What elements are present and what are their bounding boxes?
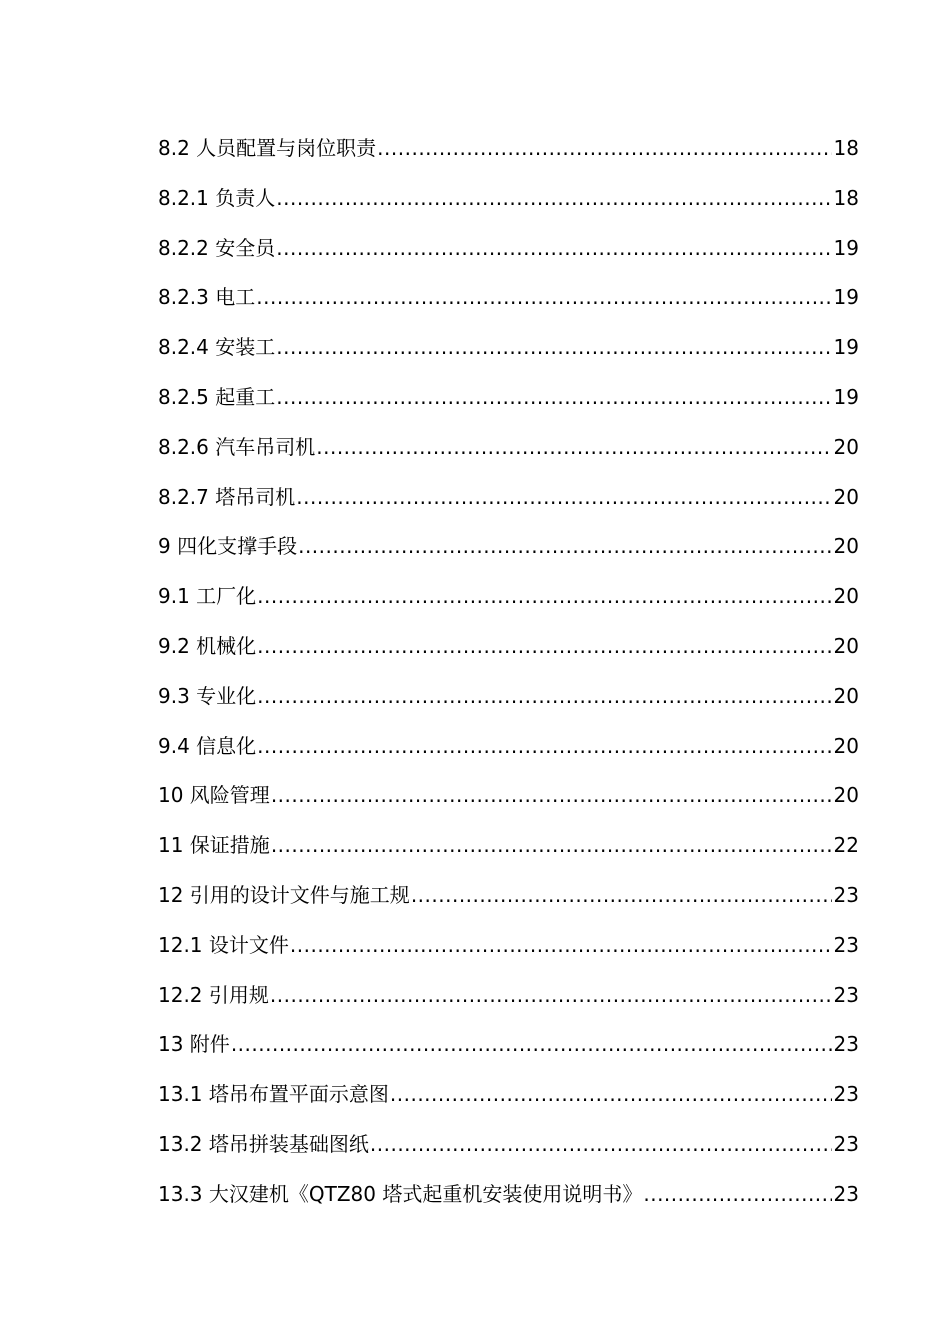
toc-dot-leader: [231, 1020, 832, 1070]
toc-dot-leader: [276, 224, 831, 274]
toc-entry[interactable]: [158, 821, 859, 871]
toc-entry-page: 19: [833, 335, 859, 360]
toc-entry[interactable]: [158, 1020, 859, 1070]
toc-entry[interactable]: [158, 722, 859, 772]
toc-entry[interactable]: [158, 622, 859, 672]
toc-entry-title: 9 四化支撑手段: [158, 534, 298, 559]
toc-entry-title: 8.2.5 起重工: [158, 384, 276, 409]
toc-entry-title: 12 引用的设计文件与施工规: [158, 882, 410, 907]
toc-entry-page: 20: [833, 534, 859, 559]
toc-entry[interactable]: [158, 522, 859, 572]
toc-entry-title: 8.2.6 汽车吊司机: [158, 434, 316, 459]
toc-dot-leader: [270, 971, 832, 1021]
toc-dot-leader: [257, 722, 831, 772]
toc-entry-title: 8.2.3 电工: [158, 285, 256, 310]
toc-entry-page: 19: [833, 235, 859, 260]
toc-dot-leader: [290, 921, 832, 971]
toc-entry-page: 19: [833, 384, 859, 409]
toc-entry-page: 23: [833, 882, 859, 907]
toc-entry-page: 23: [833, 1082, 859, 1107]
toc-entry[interactable]: [158, 323, 859, 373]
toc-dot-leader: [256, 273, 831, 323]
toc-entry-title: 11 保证措施: [158, 833, 270, 858]
toc-dot-leader: [411, 871, 832, 921]
toc-entry-title: 9.2 机械化: [158, 633, 257, 658]
toc-dot-leader: [370, 1120, 832, 1170]
toc-entry[interactable]: [158, 1170, 859, 1220]
toc-entry-title: 8.2.7 塔吊司机: [158, 484, 296, 509]
toc-entry[interactable]: [158, 124, 859, 174]
toc-dot-leader: [643, 1170, 831, 1220]
toc-entry-page: 23: [833, 932, 859, 957]
toc-entry[interactable]: [158, 273, 859, 323]
toc-entry-page: 23: [833, 982, 859, 1007]
toc-dot-leader: [298, 522, 831, 572]
toc-entry[interactable]: [158, 771, 859, 821]
toc-dot-leader: [276, 373, 831, 423]
toc-entry-page: 23: [833, 1131, 859, 1156]
toc-entry-title: 13.3 大汉建机《QTZ80 塔式起重机安装使用说明书》: [158, 1181, 643, 1206]
toc-entry[interactable]: [158, 473, 859, 523]
toc-entry[interactable]: [158, 921, 859, 971]
toc-entry[interactable]: [158, 224, 859, 274]
toc-entry-page: 18: [833, 185, 859, 210]
toc-entry-page: 20: [833, 683, 859, 708]
toc-entry-title: 8.2 人员配置与岗位职责: [158, 136, 377, 160]
toc-entry-page: 22: [833, 833, 859, 858]
toc-entry-page: 20: [833, 484, 859, 509]
toc-entry-page: 23: [833, 1032, 859, 1057]
toc-dot-leader: [390, 1070, 832, 1120]
toc-entry[interactable]: [158, 1070, 859, 1120]
toc-entry-title: 8.2.1 负责人: [158, 185, 276, 210]
toc-entry-page: 20: [833, 783, 859, 808]
toc-entry-title: 9.4 信息化: [158, 733, 257, 758]
toc-entry[interactable]: [158, 871, 859, 921]
toc-entry-page: 20: [833, 584, 859, 609]
toc-entry[interactable]: [158, 174, 859, 224]
toc-dot-leader: [271, 771, 832, 821]
toc-entry[interactable]: [158, 672, 859, 722]
toc-entry-page: 20: [833, 733, 859, 758]
toc-entry-page: 23: [833, 1181, 859, 1206]
toc-entry-page: 20: [833, 434, 859, 459]
toc-dot-leader: [271, 821, 832, 871]
toc-dot-leader: [257, 622, 831, 672]
toc-dot-leader: [276, 323, 831, 373]
toc-dot-leader: [276, 174, 831, 224]
toc-entry-page: 19: [833, 285, 859, 310]
toc-entry-title: 12.1 设计文件: [158, 932, 289, 957]
toc-entry-title: 9.1 工厂化: [158, 584, 257, 609]
toc-entry[interactable]: [158, 971, 859, 1021]
toc-entry-title: 13 附件: [158, 1032, 230, 1057]
toc-entry-title: 8.2.2 安全员: [158, 235, 276, 260]
table-of-contents: [158, 124, 859, 1220]
toc-dot-leader: [316, 423, 831, 473]
toc-entry[interactable]: [158, 423, 859, 473]
toc-entry-page: 18: [833, 136, 859, 160]
toc-dot-leader: [296, 473, 831, 523]
toc-entry-title: 9.3 专业化: [158, 683, 257, 708]
toc-entry[interactable]: [158, 373, 859, 423]
toc-entry[interactable]: [158, 572, 859, 622]
toc-entry-title: 10 风险管理: [158, 783, 270, 808]
toc-dot-leader: [377, 124, 831, 174]
toc-entry[interactable]: [158, 1120, 859, 1170]
toc-entry-page: 20: [833, 633, 859, 658]
toc-entry-title: 13.2 塔吊拼装基础图纸: [158, 1131, 369, 1156]
toc-dot-leader: [257, 672, 831, 722]
toc-dot-leader: [257, 572, 831, 622]
toc-entry-title: 13.1 塔吊布置平面示意图: [158, 1082, 389, 1107]
toc-entry-title: 8.2.4 安装工: [158, 335, 276, 360]
toc-entry-title: 12.2 引用规: [158, 982, 269, 1007]
